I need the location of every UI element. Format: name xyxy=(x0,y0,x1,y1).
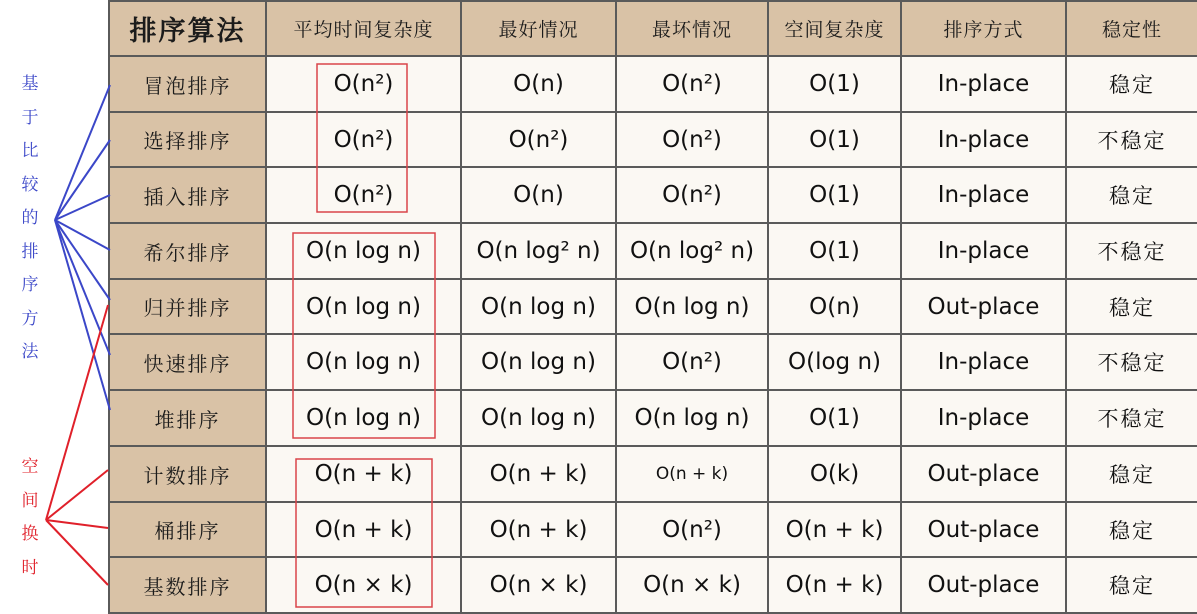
header-worst-case: 最坏情况 xyxy=(616,1,768,56)
cell-worst-case: O(n²) xyxy=(616,334,768,390)
cell-best-case: O(n log n) xyxy=(461,279,616,334)
corner-header: 排序算法 xyxy=(109,1,266,56)
cell-best-case: O(n log² n) xyxy=(461,223,616,279)
algorithm-name: 快速排序 xyxy=(109,334,266,390)
cell-space: O(n + k) xyxy=(768,502,901,557)
cell-space: O(n + k) xyxy=(768,557,901,613)
cell-best-case: O(n log n) xyxy=(461,334,616,390)
bracket-line xyxy=(55,220,110,410)
table-row xyxy=(109,334,1197,390)
header-sort-mode: 排序方式 xyxy=(901,1,1066,56)
label-char: 法 xyxy=(21,342,39,362)
cell-best-case: O(n + k) xyxy=(461,502,616,557)
cell-best-case: O(n log n) xyxy=(461,390,616,446)
cell-average-time: O(n log n) xyxy=(266,279,461,334)
cell-sort-mode: Out-place xyxy=(901,446,1066,502)
algorithm-name: 桶排序 xyxy=(109,502,266,557)
table-row xyxy=(109,56,1197,112)
cell-stability: 稳定 xyxy=(1066,279,1197,334)
algorithm-name: 选择排序 xyxy=(109,112,266,167)
cell-stability: 稳定 xyxy=(1066,502,1197,557)
cell-stability: 稳定 xyxy=(1066,557,1197,613)
algorithm-name: 希尔排序 xyxy=(109,223,266,279)
cell-sort-mode: Out-place xyxy=(901,502,1066,557)
cell-stability: 稳定 xyxy=(1066,167,1197,223)
table-row xyxy=(109,167,1197,223)
cell-stability: 不稳定 xyxy=(1066,223,1197,279)
cell-average-time: O(n²) xyxy=(266,167,461,223)
cell-best-case: O(n) xyxy=(461,56,616,112)
label-char: 较 xyxy=(21,174,39,195)
cell-worst-case: O(n log n) xyxy=(616,390,768,446)
table-row xyxy=(109,502,1197,557)
cell-best-case: O(n × k) xyxy=(461,557,616,613)
cell-average-time: O(n²) xyxy=(266,112,461,167)
header-space: 空间复杂度 xyxy=(768,1,901,56)
bracket-line xyxy=(46,305,108,520)
sorting-algorithms-table xyxy=(108,0,1197,614)
cell-average-time: O(n × k) xyxy=(266,557,461,613)
comparison-sorts-label xyxy=(18,68,42,370)
cell-stability: 不稳定 xyxy=(1066,334,1197,390)
space-for-time-label xyxy=(18,451,42,585)
cell-average-time: O(n + k) xyxy=(266,446,461,502)
table-row xyxy=(109,557,1197,613)
cell-average-time: O(n log n) xyxy=(266,334,461,390)
label-char: 排 xyxy=(21,241,39,262)
algorithm-name: 计数排序 xyxy=(109,446,266,502)
cell-worst-case: O(n²) xyxy=(616,502,768,557)
cell-space: O(log n) xyxy=(768,334,901,390)
table-row xyxy=(109,279,1197,334)
algorithm-name: 插入排序 xyxy=(109,167,266,223)
cell-sort-mode: Out-place xyxy=(901,557,1066,613)
cell-worst-case: O(n log n) xyxy=(616,279,768,334)
cell-stability: 稳定 xyxy=(1066,56,1197,112)
cell-worst-case: O(n × k) xyxy=(616,557,768,613)
cell-average-time: O(n²) xyxy=(266,56,461,112)
cell-average-time: O(n log n) xyxy=(266,223,461,279)
cell-space: O(n) xyxy=(768,279,901,334)
bracket-line xyxy=(55,195,110,220)
cell-space: O(1) xyxy=(768,390,901,446)
space-time-bracket-lines xyxy=(46,305,108,585)
cell-stability: 不稳定 xyxy=(1066,390,1197,446)
header-best-case: 最好情况 xyxy=(461,1,616,56)
cell-sort-mode: In-place xyxy=(901,112,1066,167)
cell-space: O(1) xyxy=(768,56,901,112)
cell-worst-case: O(n + k) xyxy=(616,446,768,502)
cell-space: O(k) xyxy=(768,446,901,502)
cell-sort-mode: Out-place xyxy=(901,279,1066,334)
cell-space: O(1) xyxy=(768,223,901,279)
label-char: 基 xyxy=(21,74,39,94)
cell-best-case: O(n + k) xyxy=(461,446,616,502)
bracket-line xyxy=(55,140,110,220)
cell-sort-mode: In-place xyxy=(901,390,1066,446)
table-row xyxy=(109,390,1197,446)
cell-space: O(1) xyxy=(768,167,901,223)
cell-stability: 稳定 xyxy=(1066,446,1197,502)
cell-space: O(1) xyxy=(768,112,901,167)
table-row xyxy=(109,112,1197,167)
bracket-line xyxy=(55,220,110,250)
cell-stability: 不稳定 xyxy=(1066,112,1197,167)
comparison-bracket-lines xyxy=(55,85,110,410)
label-char: 于 xyxy=(21,107,39,128)
cell-average-time: O(n + k) xyxy=(266,502,461,557)
bracket-line xyxy=(55,220,110,355)
cell-worst-case: O(n²) xyxy=(616,56,768,112)
bracket-line xyxy=(46,470,108,520)
algorithm-name: 冒泡排序 xyxy=(109,56,266,112)
algorithm-name: 归并排序 xyxy=(109,279,266,334)
header-stability: 稳定性 xyxy=(1066,1,1197,56)
bracket-line xyxy=(46,520,108,528)
label-char: 比 xyxy=(21,141,39,161)
table-row xyxy=(109,223,1197,279)
label-char: 方 xyxy=(21,308,39,329)
cell-sort-mode: In-place xyxy=(901,334,1066,390)
bracket-line xyxy=(46,520,108,585)
algorithm-name: 堆排序 xyxy=(109,390,266,446)
label-char: 换 xyxy=(21,524,39,544)
cell-worst-case: O(n²) xyxy=(616,167,768,223)
cell-best-case: O(n) xyxy=(461,167,616,223)
label-char: 空 xyxy=(21,457,39,477)
cell-worst-case: O(n²) xyxy=(616,112,768,167)
bracket-line xyxy=(55,220,110,300)
cell-best-case: O(n²) xyxy=(461,112,616,167)
cell-sort-mode: In-place xyxy=(901,167,1066,223)
header-row xyxy=(109,1,1197,56)
label-char: 时 xyxy=(21,557,39,578)
label-char: 序 xyxy=(21,275,39,295)
label-char: 的 xyxy=(21,208,39,228)
label-char: 间 xyxy=(21,490,39,511)
cell-sort-mode: In-place xyxy=(901,223,1066,279)
cell-worst-case: O(n log² n) xyxy=(616,223,768,279)
cell-average-time: O(n log n) xyxy=(266,390,461,446)
table-row xyxy=(109,446,1197,502)
bracket-line xyxy=(55,85,110,220)
algorithm-name: 基数排序 xyxy=(109,557,266,613)
cell-sort-mode: In-place xyxy=(901,56,1066,112)
header-average-time: 平均时间复杂度 xyxy=(266,1,461,56)
